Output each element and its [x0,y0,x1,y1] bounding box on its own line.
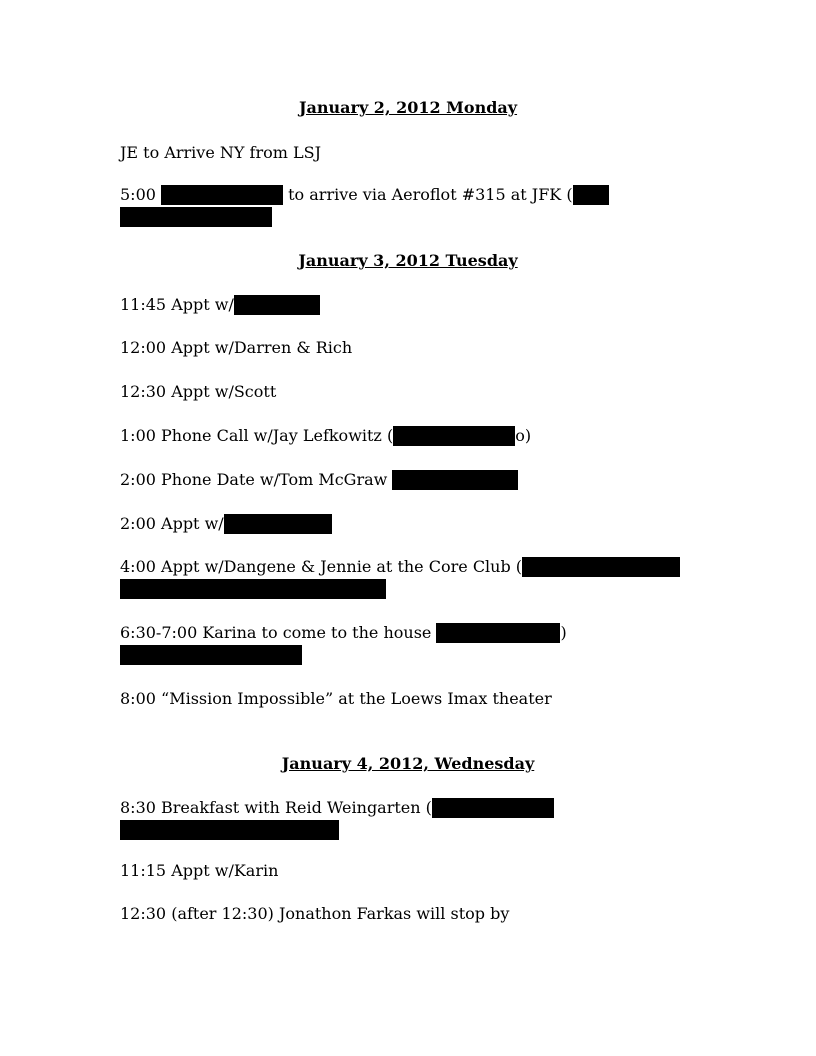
entry-text: to arrive via Aeroflot #315 at JFK ( [283,185,573,204]
redaction-block [120,207,272,227]
entry-text: 6:30-7:00 Karina to come to the house [120,623,437,642]
schedule-entry [120,426,531,446]
schedule-entry [120,185,609,205]
entry-text: 11:45 Appt w/ [120,295,234,314]
entry-text: 2:00 Appt w/ [120,514,224,533]
entry-text: 2:00 Phone Date w/Tom McGraw [120,470,393,489]
day-heading: January 4, 2012, Wednesday [281,754,535,773]
schedule-entry [120,623,567,643]
schedule-entry: JE to Arrive NY from LSJ [120,143,321,162]
entry-text: o) [515,426,532,445]
schedule-entry: 12:30 Appt w/Scott [120,382,277,401]
entry-text: 8:30 Breakfast with Reid Weingarten ( [120,798,432,817]
redaction-block [161,185,283,205]
schedule-entry: 12:00 Appt w/Darren & Rich [120,338,353,357]
entry-text: 1:00 Phone Call w/Jay Lefkowitz ( [120,426,394,445]
schedule-entry [120,557,680,577]
redaction-block [120,645,302,665]
schedule-entry [120,514,332,534]
schedule-entry [120,470,518,490]
day-heading: January 3, 2012 Tuesday [298,251,518,270]
schedule-entry: 11:15 Appt w/Karin [120,861,279,880]
redaction-block [120,579,386,599]
redaction-block [436,623,560,643]
redaction-block [224,514,332,534]
entry-text: ) [560,623,567,642]
redaction-block [120,820,339,840]
schedule-entry [120,798,554,818]
day-heading: January 2, 2012 Monday [298,98,518,117]
redaction-block [432,798,554,818]
schedule-entry: 12:30 (after 12:30) Jonathon Farkas will stop by [120,904,510,923]
entry-text: 5:00 [120,185,162,204]
redaction-block [393,426,515,446]
redaction-block [234,295,320,315]
entry-text: 4:00 Appt w/Dangene & Jennie at the Core Club ( [120,557,523,576]
redaction-block [392,470,518,490]
schedule-entry [120,295,320,315]
schedule-entry: 8:00 “Mission Impossible” at the Loews Imax theater [120,689,552,708]
redaction-block [522,557,680,577]
redaction-block [573,185,609,205]
